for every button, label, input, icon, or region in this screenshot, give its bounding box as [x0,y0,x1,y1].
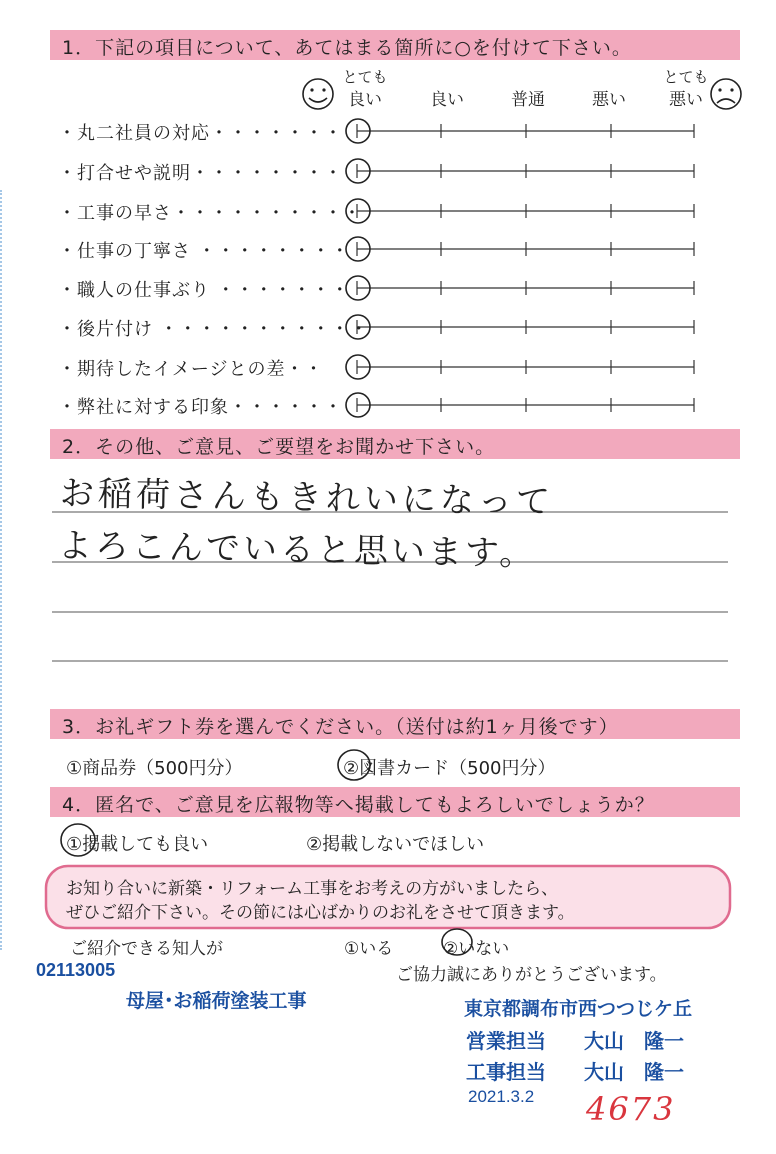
q2-header-band [50,429,740,459]
project-name: 母屋･お稲荷塗装工事 [126,991,307,1012]
q1-item-label: ・丸二社員の対応・・・・・・・ [58,123,343,144]
scale-header-line2: 悪い [592,90,626,110]
q1-item-label: ・期待したイメージとの差・・ [58,359,324,380]
handwritten-number: 4673 [586,1090,676,1128]
q4-option-deny[interactable]: ②掲載しないでほしい [306,834,485,855]
q3-title: 3．お礼ギフト券を選んでください。（送付は約1ヶ月後です） [62,716,619,738]
scale-header-1 [417,68,477,109]
referral-question: ご紹介できる知人が [70,939,223,959]
q1-item-label: ・職人の仕事ぶり ・・・・・・・ [58,280,350,301]
scale-header-2 [498,68,558,109]
q4-header-band [50,787,740,817]
q2-title: 2．その他、ご意見、ご要望をお聞かせ下さい。 [62,436,496,458]
scale-header-line2: 普通 [511,90,545,110]
q4-option-allow[interactable]: ①掲載しても良い [66,834,209,855]
scale-header-line1 [498,68,558,86]
stamp-date: 2021.3.2 [468,1087,535,1106]
scale-header-line2: 悪い [669,90,703,110]
scale-header-line2: 良い [348,90,382,110]
scale-header-3 [579,68,639,109]
work-label: 工事担当 [466,1062,546,1084]
referral-box-line1: お知り合いに新築・リフォーム工事をお考えの方がいましたら、 [66,879,559,899]
company-address: 東京都調布市西つつじケ丘 [464,999,693,1020]
sales-name: 大山 隆一 [584,1031,684,1053]
q1-item-label: ・仕事の丁寧さ ・・・・・・・・ [58,241,350,262]
sales-label: 営業担当 [466,1031,546,1053]
scale-header-line2: 良い [430,90,464,110]
q1-item-label: ・打合せや説明・・・・・・・・ [58,163,343,184]
q1-title: 1．下記の項目について、あてはまる箇所に○を付けて下さい。 [62,37,632,59]
smiley-icon [303,79,333,109]
scale-header-line1 [417,68,477,86]
thanks-text: ご協力誠にありがとうございます。 [396,965,667,985]
scale-header-line1: とても [663,68,709,86]
q3-option-gift-voucher[interactable]: ①商品券（500円分） [66,758,243,779]
q2-answer-line2: よろこんでいると思います。 [57,525,537,575]
scale-header-line1 [579,68,639,86]
customer-code: 02113005 [36,960,116,980]
q3-option-book-card[interactable]: ②図書カード（500円分） [343,758,556,779]
scale-header-4 [656,68,716,109]
referral-box-line2: ぜひご紹介下さい。その節には心ばかりのお礼をさせて頂きます。 [66,903,575,923]
scale-header-0 [335,68,395,109]
referral-option-yes[interactable]: ①いる [344,939,394,959]
scale-header-line1: とても [342,68,388,86]
referral-option-no[interactable]: ②いない [443,939,510,959]
q1-item-label: ・後片付け ・・・・・・・・・・・ [58,319,369,340]
q4-title: 4．匿名で、ご意見を広報物等へ掲載してもよろしいでしょうか？ [62,794,655,816]
work-name: 大山 隆一 [584,1062,684,1084]
q3-header-band [50,709,740,739]
q1-item-label: ・弊社に対する印象・・・・・・ [58,397,343,418]
q2-answer-line1: お稲荷さんもきれいになって [59,473,555,523]
q1-item-label: ・工事の早さ・・・・・・・・・・ [58,203,362,224]
